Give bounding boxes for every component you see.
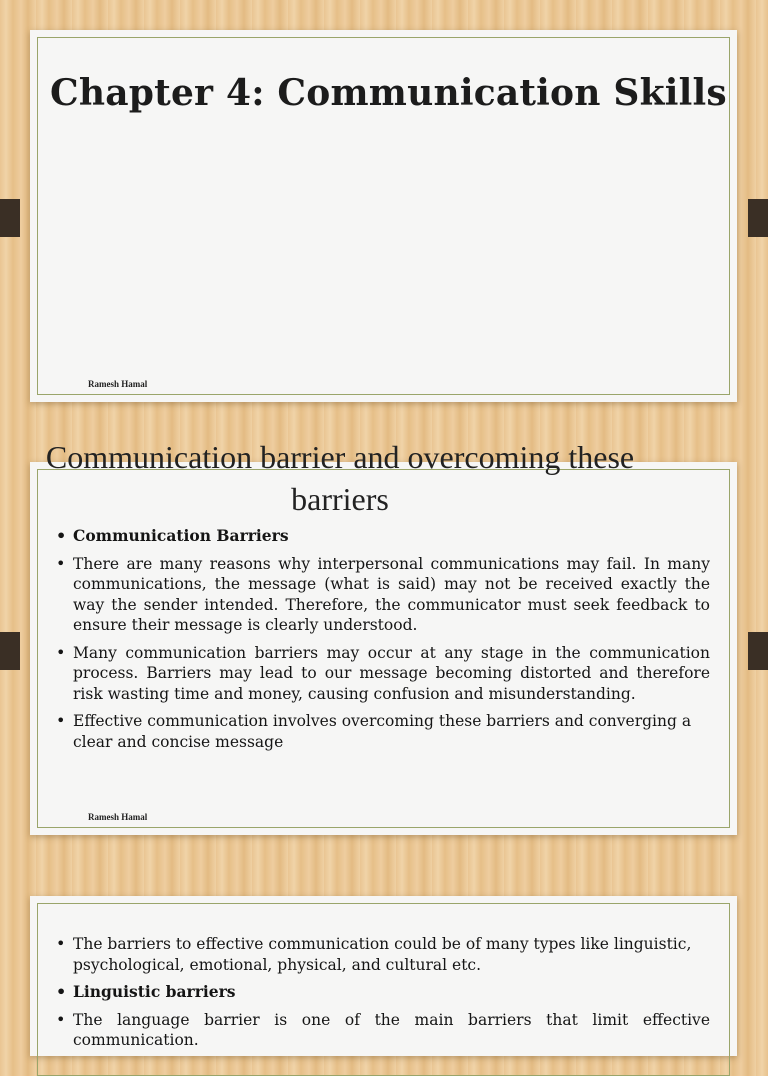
right-tab-decoration — [748, 632, 768, 670]
slide-footer: Ramesh Hamal — [88, 379, 148, 389]
bullet-item: • Effective communication involves overcoming these barriers and converging a clear and concise message — [56, 711, 710, 752]
slide-title: Chapter 4: Communication Skills — [50, 72, 727, 114]
left-tab-decoration — [0, 199, 20, 237]
left-tab-decoration — [0, 632, 20, 670]
bullet-list — [56, 526, 710, 759]
slide-footer: Ramesh Hamal — [88, 812, 148, 822]
bullet-item: • The language barrier is one of the main barriers that limit effective communication. — [56, 1010, 710, 1051]
bullet-item: • The barriers to effective communication could be of many types like linguistic, psychological, emotional, physical, and cultural etc. — [56, 934, 710, 975]
bullet-item: • There are many reasons why interpersonal communications may fail. In many communications, the message (what is said) may not be received exactly the way the sender intended. Therefore, the communicator must seek feedback to ensure their message is clearly understood. — [56, 554, 710, 636]
bullet-list — [56, 934, 710, 1058]
bullet-heading: • Communication Barriers — [56, 526, 710, 547]
bullet-item: • Many communication barriers may occur at any stage in the communication process. Barriers may lead to our message becoming distorted and therefore risk wasting time and money, causing confusion and misunderstanding. — [56, 643, 710, 705]
bullet-heading: • Linguistic barriers — [56, 982, 710, 1003]
right-tab-decoration — [748, 199, 768, 237]
slide-title: Communication barrier and overcoming these barriers — [45, 439, 635, 517]
